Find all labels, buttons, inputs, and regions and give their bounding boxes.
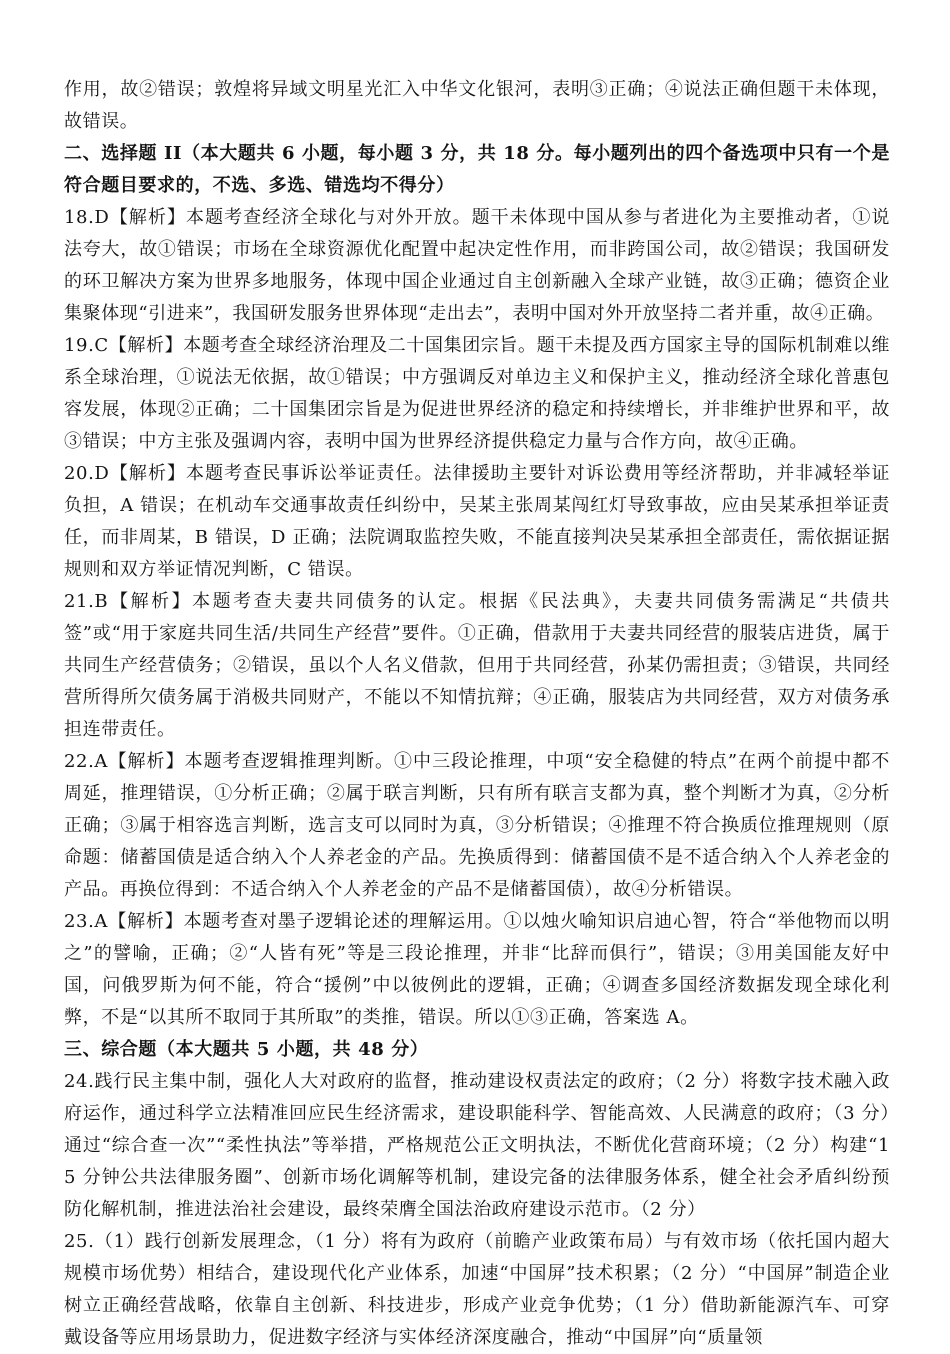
section-heading-choice-ii: 二、选择题 II（本大题共 6 小题，每小题 3 分，共 18 分。每小题列出的四个备选项中只有一个是符合题目要求的，不选、多选、错选均不得分） (64, 143, 890, 196)
paragraph-q17-continuation: 作用，故②错误；敦煌将异域文明星光汇入中华文化银河，表明③正确；④说法正确但题干未体现，故错误。 (64, 79, 890, 132)
section-heading-comprehensive: 三、综合题（本大题共 5 小题，共 48 分） (64, 1039, 429, 1060)
answer-q20: 20.D【解析】本题考查民事诉讼举证责任。法律援助主要针对诉讼费用等经济帮助，并非减轻举证负担，A 错误；在机动车交通事故责任纠纷中，吴某主张周某闯红灯导致事故，应由吴某承担举证责任，而非周某，B 错误，D 正确；法院调取监控失败，不能直接判决吴某承担全部责任，需依据证据规则和双方举证情况判断，C 错误。 (64, 463, 890, 580)
answer-q19: 19.C【解析】本题考查全球经济治理及二十国集团宗旨。题干未提及西方国家主导的国际机制难以维系全球治理，①说法无依据，故①错误；中方强调反对单边主义和保护主义，推动经济全球化普惠包容发展，体现②正确；二十国集团宗旨是为促进世界经济的稳定和持续增长，并非维护世界和平，故③错误；中方主张及强调内容，表明中国为世界经济提供稳定力量与合作方向，故④正确。 (64, 335, 890, 452)
answer-q21: 21.B【解析】本题考查夫妻共同债务的认定。根据《民法典》，夫妻共同债务需满足“共债共签”或“用于家庭共同生活/共同生产经营”要件。①正确，借款用于夫妻共同经营的服装店进货，属于共同生产经营债务；②错误，虽以个人名义借款，但用于共同经营，孙某仍需担责；③错误，共同经营所得所欠债务属于消极共同财产，不能以不知情抗辩；④正确，服装店为共同经营，双方对债务承担连带责任。 (64, 591, 890, 740)
answer-q24: 24.践行民主集中制，强化人大对政府的监督，推动建设权责法定的政府；（2 分）将数字技术融入政府运作，通过科学立法精准回应民生经济需求，建设职能科学、智能高效、人民满意的政府；（3 分）通过“综合查一次”“柔性执法”等举措，严格规范公正文明执法，不断优化营商环境；（2 分）构建“15 分钟公共法律服务圈”、创新市场化调解等机制，建设完备的法律服务体系，健全社会矛盾纠纷预防化解机制，推进法治社会建设，最终荣膺全国法治政府建设示范市。（2 分） (64, 1071, 890, 1220)
answer-q23: 23.A【解析】本题考查对墨子逻辑论述的理解运用。①以烛火喻知识启迪心智，符合“举他物而以明之”的譬喻，正确；②“人皆有死”等是三段论推理，并非“比辞而俱行”，错误；③用美国能友好中国，问俄罗斯为何不能，符合“援例”中以彼例此的逻辑，正确；④调查多国经济数据发现全球化利弊，不是“以其所不取同于其所取”的类推，错误。所以①③正确，答案选 A。 (64, 911, 890, 1028)
answer-q22: 22.A【解析】本题考查逻辑推理判断。①中三段论推理，中项“安全稳健的特点”在两个前提中都不周延，推理错误，①分析正确；②属于联言判断，只有所有联言支都为真，整个判断才为真，②分析正确；③属于相容选言判断，选言支可以同时为真，③分析错误；④推理不符合换质位推理规则（原命题：储蓄国债是适合纳入个人养老金的产品。先换质得到：储蓄国债不是不适合纳入个人养老金的产品。再换位得到：不适合纳入个人养老金的产品不是储蓄国债），故④分析错误。 (64, 751, 890, 900)
answer-q18: 18.D【解析】本题考查经济全球化与对外开放。题干未体现中国从参与者进化为主要推动者，①说法夸大，故①错误；市场在全球资源优化配置中起决定性作用，而非跨国公司，故②错误；我国研发的环卫解决方案为世界多地服务，体现中国企业通过自主创新融入全球产业链，故③正确；德资企业集聚体现“引进来”，我国研发服务世界体现“走出去”，表明中国对外开放坚持二者并重，故④正确。 (64, 207, 890, 324)
document-page (64, 74, 890, 1354)
answer-q25: 25.（1）践行创新发展理念，（1 分）将有为政府（前瞻产业政策布局）与有效市场（依托国内超大规模市场优势）相结合，建设现代化产业体系，加速“中国屏”技术积累；（2 分）“中国屏”制造企业树立正确经营战略，依靠自主创新、科技进步，形成产业竞争优势；（1 分）借助新能源汽车、可穿戴设备等应用场景助力，促进数字经济与实体经济深度融合，推动“中国屏”向“质量领 (64, 1231, 890, 1348)
